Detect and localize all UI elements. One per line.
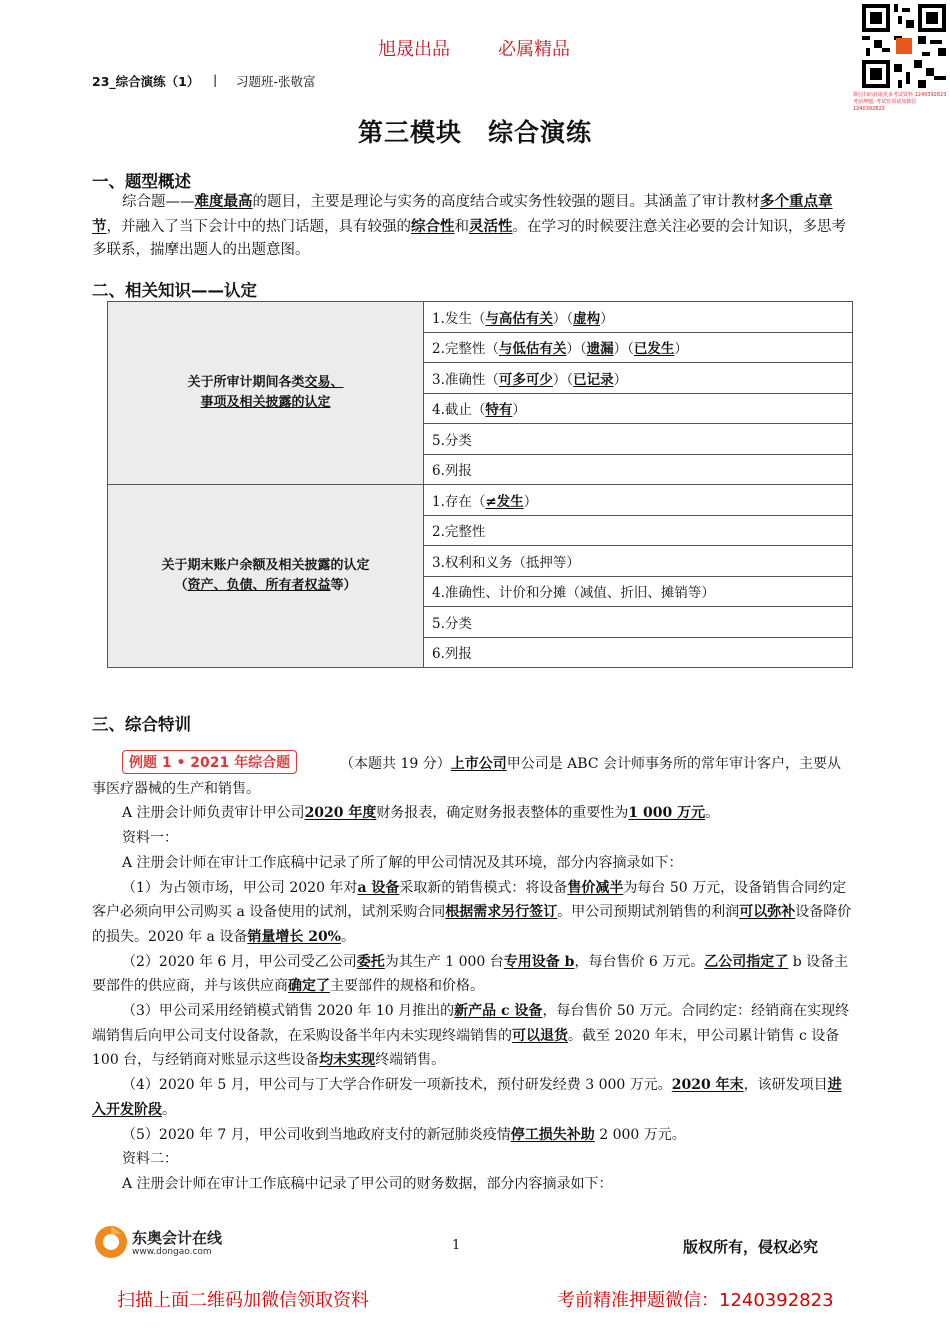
table-row: 6.列报 <box>424 637 853 668</box>
table-row: 6.列报 <box>424 454 853 485</box>
qr-code-icon <box>862 4 946 88</box>
header-separator: | <box>213 72 218 87</box>
page-title: 第三模块 综合演练 <box>357 118 592 147</box>
dongao-logo-icon <box>92 1222 130 1260</box>
page-number: 1 <box>452 1238 461 1253</box>
header-right: 习题班-张敬富 <box>236 74 316 89</box>
copyright: 版权所有，侵权必究 <box>683 1238 819 1256</box>
table-row: 1.发生（与高估有关）（虚构） <box>424 302 853 333</box>
group-transactions: 关于所审计期间各类交易、 事项及相关披露的认定 <box>108 302 424 485</box>
table-row: 4.准确性、计价和分摊（减值、折旧、摊销等） <box>424 576 853 607</box>
table-row: 3.权利和义务（抵押等） <box>424 546 853 577</box>
section-3-heading: 三、综合特训 <box>92 715 191 734</box>
logo-name: 东奥会计在线 <box>132 1229 223 1247</box>
section-1-heading: 一、题型概述 <box>92 172 191 191</box>
footer-right-red: 考前精准押题微信：1240392823 <box>557 1290 834 1311</box>
section-2-heading: 二、相关知识——认定 <box>92 281 257 300</box>
overview-paragraph: 综合题——难度最高的题目，主要是理论与实务的高度结合或实务性较强的题目。其涵盖了审计教材多个重点章节，并融入了当下会计中的热门话题，具有较强的综合性和灵活性。在学习的时候要注意关注必要的会计知识，多思考多联系，揣摩出题人的出题意图。 <box>92 193 846 258</box>
table-row: 2.完整性（与低估有关）（遗漏）（已发生） <box>424 332 853 363</box>
group-balances: 关于期末账户余额及相关披露的认定 （资产、负债、所有者权益等） <box>108 485 424 668</box>
banner-left: 旭晟出品 <box>378 39 450 60</box>
table-row: 5.分类 <box>424 607 853 638</box>
table-row: 4.截止（特有） <box>424 393 853 424</box>
example-tag: 例题 1 • 2021 年综合题 <box>122 750 297 774</box>
qr-caption: 微信扫码获取更多考试资料 1240392823 考前押题, 考试密训请加微信 1240392823 <box>853 92 947 112</box>
table-row: 3.准确性（可多可少）（已记录） <box>424 363 853 394</box>
banner-right: 必属精品 <box>498 39 570 60</box>
table-row: 1.存在（≠发生） <box>424 485 853 516</box>
footer-left-red: 扫描上面二维码加微信领取资料 <box>117 1290 369 1311</box>
assertions-table <box>107 301 853 668</box>
example-body: （本题共 19 分）上市公司甲公司是 ABC 会计师事务所的常年审计客户，主要从事医疗器械的生产和销售。 A 注册会计师负责审计甲公司2020 年度财务报表，确定财务报表整体的重要性为1 000 万元。 资料一： A 注册会计师在审计工作底稿中记录了所了解的甲公司情况及其环境，部分内容摘录如下： （1）为占领市场，甲公司 2020 年对a 设备采取新的销售模式：将设备售价减半为每台 50 万元，设备销售合同约定客户必须向甲公司购买 a 设备使用的试剂，试剂采购合同根据需求另行签订。甲公司预期试剂销售的利润可以弥补设备降价的损失。2020 年 a 设备销量增长 20%。 （2）2020 年 6 月，甲公司受乙公司委托为其生产 1 000 台专用设备 b，每台售价 6 万元。乙公司指定了 b 设备主要部件的供应商，并与该供应商确定了主要部件的规格和价格。 （3）甲公司采用经销模式销售 2020 年 10 月推出的新产品 c 设备，每台售价 50 万元。合同约定：经销商在实现终端销售后向甲公司支付设备款，在采购设备半年内未实现终端销售的可以退货。截至 2020 年末，甲公司累计销售 c 设备 100 台，与经销商对账显示这些设备均未实现终端销售。 （4）2020 年 5 月，甲公司与丁大学合作研发一项新技术，预付研发经费 3 000 万元。2020 年末，该研发项目进入开发阶段。 （5）2020 年 7 月，甲公司收到当地政府支付的新冠肺炎疫情停工损失补助 2 000 万元。 资料二： A 注册会计师在审计工作底稿中记录了甲公司的财务数据，部分内容摘录如下： <box>92 756 852 1192</box>
table-row: 2.完整性 <box>424 515 853 546</box>
logo-url: www.dongao.com <box>132 1247 212 1257</box>
table-row: 5.分类 <box>424 424 853 455</box>
header-left: 23_综合演练（1） <box>92 74 200 89</box>
